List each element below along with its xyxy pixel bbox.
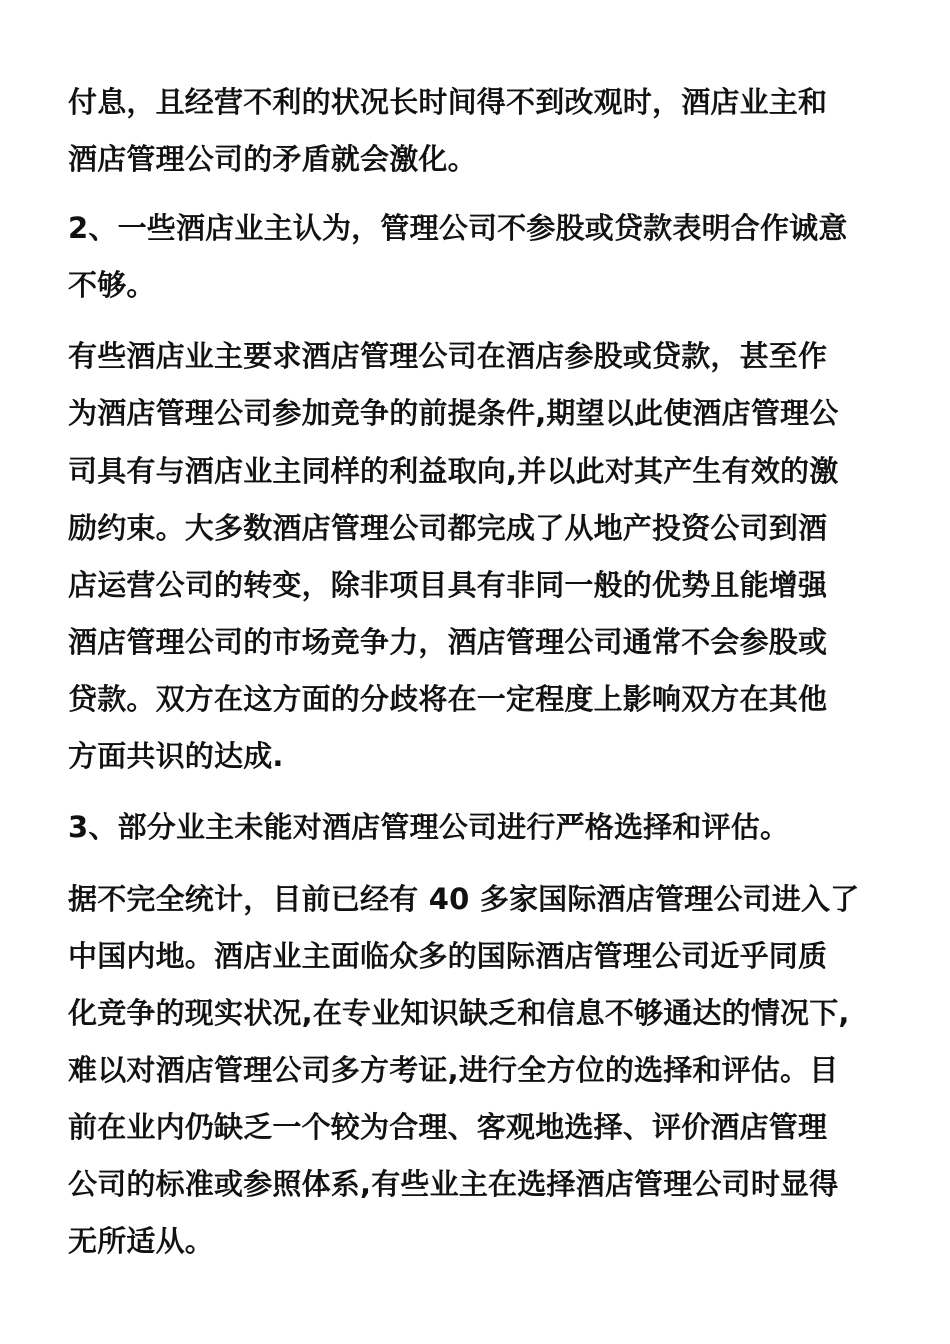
paragraph-line: 前在业内仍缺乏一个较为合理、客观地选择、评价酒店管理 (68, 1110, 828, 1144)
paragraph-line: 店运营公司的转变，除非项目具有非同一般的优势且能增强 (68, 568, 828, 602)
paragraph-line: 付息，且经营不利的状况长时间得不到改观时，酒店业主和 (68, 85, 828, 119)
paragraph-line: 为酒店管理公司参加竞争的前提条件,期望以此使酒店管理公 (68, 396, 839, 430)
paragraph-line: 贷款。双方在这方面的分歧将在一定程度上影响双方在其他 (68, 682, 828, 716)
section-heading-line: 3、部分业主未能对酒店管理公司进行严格选择和评估。 (68, 810, 790, 844)
section-heading-line: 不够。 (68, 268, 156, 302)
paragraph-line: 励约束。大多数酒店管理公司都完成了从地产投资公司到酒 (68, 511, 828, 545)
paragraph-line: 化竞争的现实状况,在专业知识缺乏和信息不够通达的情况下, (68, 996, 850, 1030)
paragraph-line: 方面共识的达成. (68, 739, 284, 773)
paragraph-line: 公司的标准或参照体系,有些业主在选择酒店管理公司时显得 (68, 1167, 839, 1201)
section-heading-line: 2、一些酒店业主认为，管理公司不参股或贷款表明合作诚意 (68, 211, 848, 245)
paragraph-line: 酒店管理公司的矛盾就会激化。 (68, 142, 477, 176)
paragraph-line: 据不完全统计，目前已经有 40 多家国际酒店管理公司进入了 (68, 882, 860, 916)
paragraph-line: 酒店管理公司的市场竞争力，酒店管理公司通常不会参股或 (68, 625, 828, 659)
paragraph-line: 无所适从。 (68, 1224, 215, 1258)
paragraph-line: 有些酒店业主要求酒店管理公司在酒店参股或贷款，甚至作 (68, 339, 828, 373)
paragraph-line: 司具有与酒店业主同样的利益取向,并以此对其产生有效的激 (68, 454, 839, 488)
paragraph-line: 中国内地。酒店业主面临众多的国际酒店管理公司近乎同质 (68, 939, 828, 973)
paragraph-line: 难以对酒店管理公司多方考证,进行全方位的选择和评估。目 (68, 1053, 839, 1087)
